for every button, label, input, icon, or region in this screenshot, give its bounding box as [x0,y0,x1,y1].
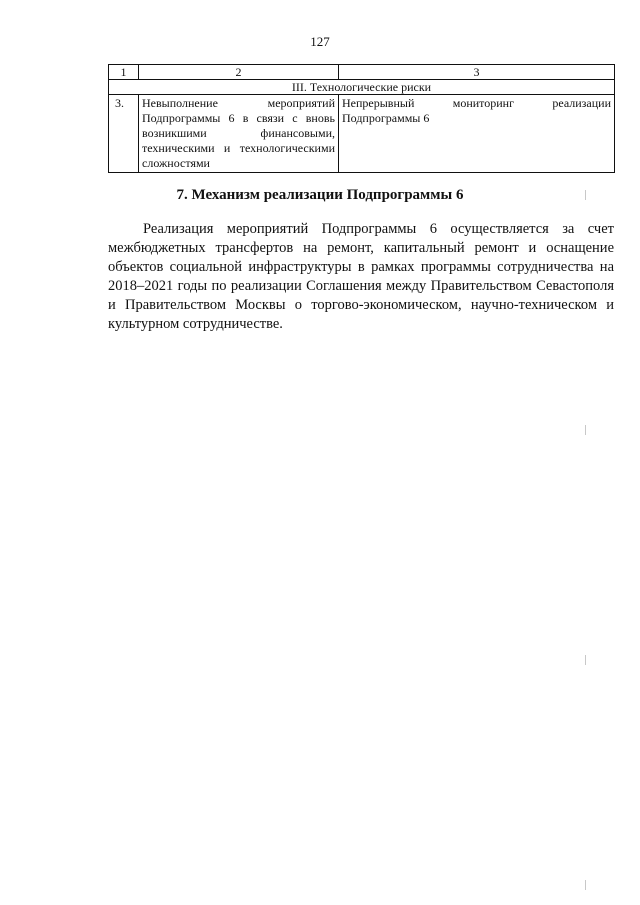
table-row [109,95,615,173]
margin-mark [585,190,586,200]
table-header-cell: 3 [339,65,615,80]
section-heading: 7. Механизм реализации Подпрограммы 6 [176,187,464,203]
margin-mark [585,655,586,665]
table-header-cell: 1 [109,65,139,80]
margin-mark [585,880,586,890]
risk-table [108,64,615,173]
table-row-number: 3. [109,95,139,173]
table-section-title: III. Технологические риски [109,80,615,95]
table-header-row [109,65,615,80]
body-paragraph: Реализация мероприятий Подпрограммы 6 осуществляется за счет межбюджетных трансфертов на ремонт, капитальный ремонт и оснащение объектов социальной инфраструктуры в рамках программы сотрудничества на 2018–2021 годы по реализации Соглашения между Правительством Севастополя и Правительством Москвы о торгово-экономическом, научно-техническом и культурном сотрудничестве. [108,221,614,332]
table-row-measure: Непрерывный мониторинг реализации Подпрограммы 6 [339,95,615,173]
page-number: 127 [310,34,330,49]
margin-mark [585,425,586,435]
table-header-cell: 2 [139,65,339,80]
table-row-risk: Невыполнение мероприятий Подпрограммы 6 в связи с вновь возникшими финансовыми, техническими и технологическими сложностями [139,95,339,173]
table-section-row [109,80,615,95]
